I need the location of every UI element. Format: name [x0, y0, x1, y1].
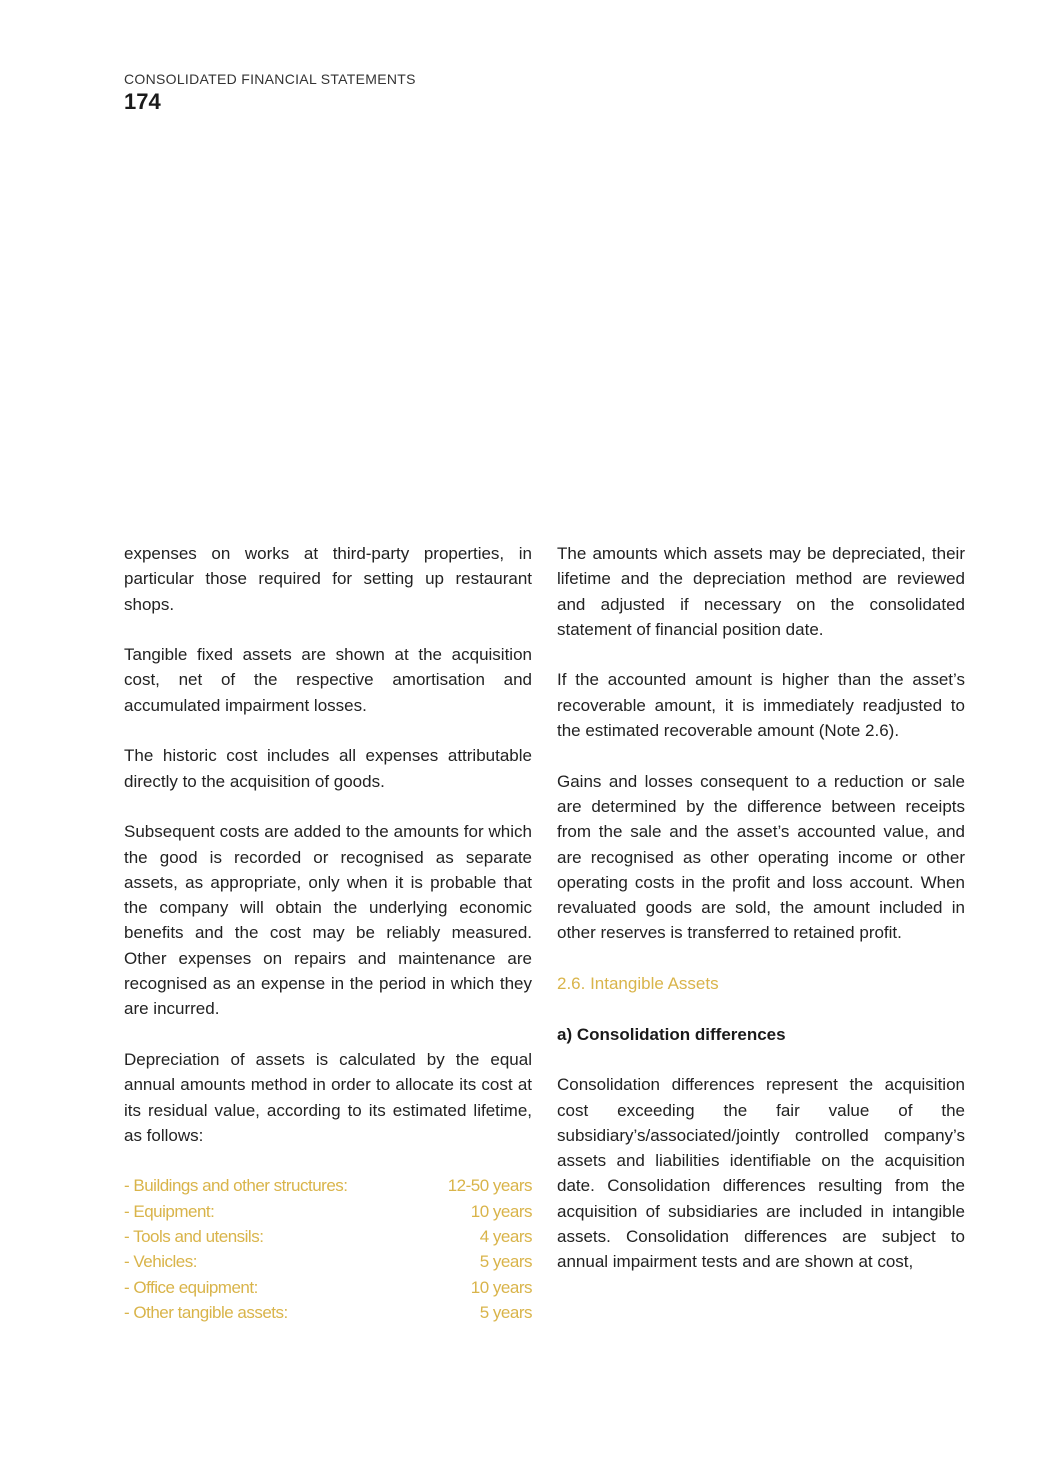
paragraph: Consolidation differences represent the acquisition cost exceeding the fair value of the subsidiary’s/associated/jointly controlled company’s assets and liabilities identifiable on the acquisition date. Consolidation differences resulting from the acquisition of subsidiaries are included in intangible assets. Consolidation differences are subject to annual impairment tests and are shown at cost,	[557, 1075, 965, 1272]
paragraph: If the accounted amount is higher than the asset’s recoverable amount, it is immediately readjusted to the estimated recoverable amount (Note 2.6).	[557, 670, 965, 741]
paragraph: Subsequent costs are added to the amounts for which the good is recorded or recognised as separate assets, as appropriate, only when it is probable that the company will obtain the underlying economic benefits and the cost may be reliably measured. Other expenses on repairs and maintenance are recognised as an expense in the period in which they are incurred.	[124, 822, 532, 1019]
asset-lifetime: 12-50 years	[447, 1176, 532, 1196]
list-item	[124, 1249, 532, 1274]
asset-lifetime: 10 years	[470, 1277, 532, 1297]
paragraph: Tangible fixed assets are shown at the acquisition cost, net of the respective amortisation and accumulated impairment losses.	[124, 645, 532, 715]
asset-label: - Vehicles:	[124, 1252, 197, 1272]
asset-label: - Tools and utensils:	[124, 1227, 264, 1247]
asset-label: - Other tangible assets:	[124, 1302, 288, 1322]
list-item	[124, 1275, 532, 1300]
right-column	[557, 541, 965, 1300]
list-item	[124, 1224, 532, 1249]
list-item	[124, 1173, 532, 1198]
page-number: 174	[124, 89, 161, 114]
depreciation-list	[124, 1173, 532, 1325]
asset-label: - Equipment:	[124, 1201, 215, 1221]
asset-lifetime: 5 years	[479, 1302, 532, 1322]
sub-heading: a) Consolidation differences	[557, 1024, 786, 1044]
asset-label: - Buildings and other structures:	[124, 1176, 348, 1196]
left-column	[124, 541, 532, 1325]
paragraph: The historic cost includes all expenses attributable directly to the acquisition of goods.	[124, 746, 532, 791]
paragraph: expenses on works at third-party properties, in particular those required for setting up restaurant shops.	[124, 544, 532, 614]
section-heading: 2.6. Intangible Assets	[557, 974, 719, 994]
asset-label: - Office equipment:	[124, 1277, 258, 1297]
list-item	[124, 1199, 532, 1224]
asset-lifetime: 5 years	[479, 1252, 532, 1272]
paragraph: Depreciation of assets is calculated by the equal annual amounts method in order to allocate its cost at its residual value, according to its estimated lifetime, as follows:	[124, 1049, 532, 1145]
paragraph: The amounts which assets may be depreciated, their lifetime and the depreciation method are reviewed and adjusted if necessary on the consolidated statement of financial position date.	[557, 544, 965, 639]
paragraph: Gains and losses consequent to a reduction or sale are determined by the difference between receipts from the sale and the asset’s accounted value, and are recognised as other operating income or other operating costs in the profit and loss account. When revaluated goods are sold, the amount included in other reserves is transferred to retained profit.	[557, 771, 965, 943]
list-item	[124, 1300, 532, 1325]
asset-lifetime: 4 years	[479, 1227, 532, 1247]
asset-lifetime: 10 years	[470, 1201, 532, 1221]
section-label: CONSOLIDATED FINANCIAL STATEMENTS	[124, 71, 416, 87]
page-header	[124, 71, 416, 115]
